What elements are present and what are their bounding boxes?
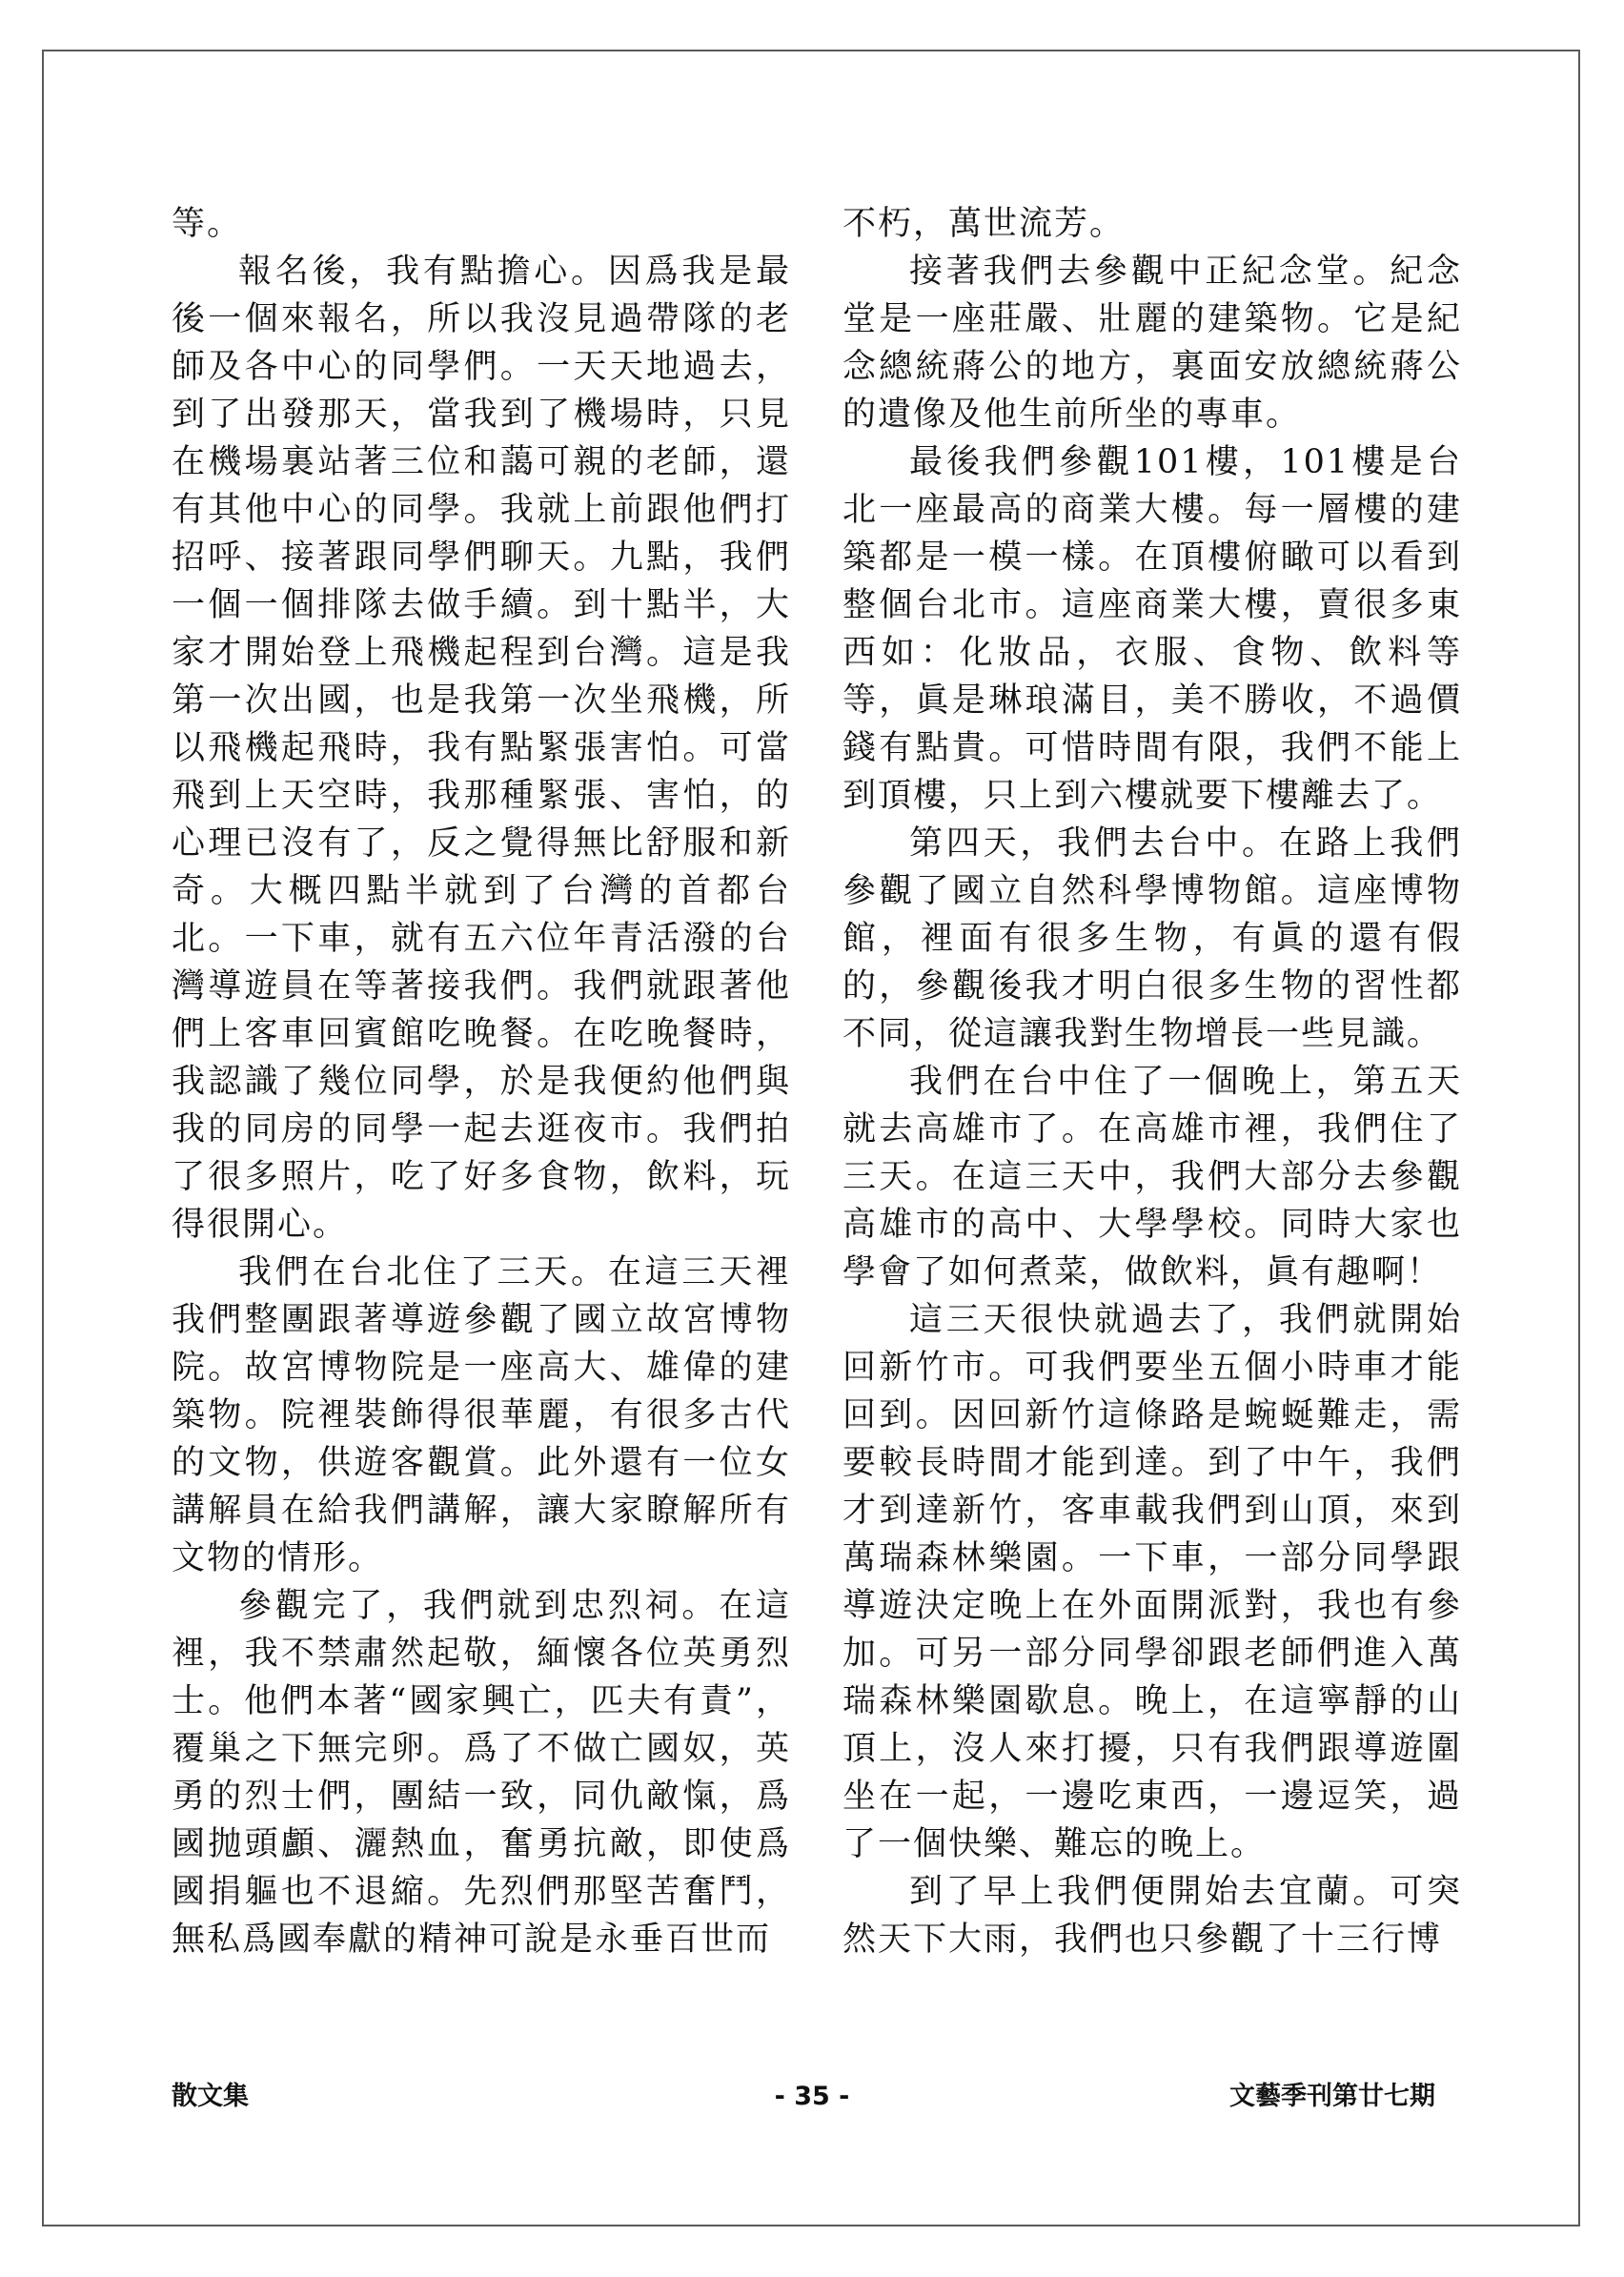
paragraph: 不朽，萬世流芳。 — [842, 205, 1126, 243]
paragraph: 最後我們參觀101樓，101樓是台北一座最高的商業大樓。每一層樓的建築都是一模一樣。在頂樓俯瞰可以看到整個台北市。這座商業大樓，賣很多東西如：化妝品，衣服、食物、飲料等等，眞是琳琅滿目，美不勝收，不過價錢有點貴。可惜時間有限，我們不能上到頂樓，只上到六樓就要下樓離去了。 — [842, 443, 1462, 815]
paragraph: 我們在台北住了三天。在這三天裡我們整團跟著導遊參觀了國立故宮博物院。故宮博物院是一座高大、雄偉的建築物。院裡裝飾得很華麗，有很多古代的文物，供遊客觀賞。此外還有一位女講解員在給我們講解，讓大家瞭解所有文物的情形。 — [172, 1253, 791, 1577]
paragraph: 參觀完了，我們就到忠烈祠。在這裡，我不禁肅然起敬，緬懷各位英勇烈士。他們本著“國家興亡，匹夫有責”，覆巢之下無完卵。爲了不做亡國奴，英勇的烈士們，團結一致，同仇敵愾，爲國抛頭顱、灑熱血，奮勇抗敵，即使爲國捐軀也不退縮。先烈們那堅苦奮鬥，無私爲國奉獻的精神可說是永垂百世而 — [172, 1587, 791, 1959]
paragraph: 報名後，我有點擔心。因爲我是最後一個來報名，所以我沒見過帶隊的老師及各中心的同學們。一天天地過去，到了出發那天，當我到了機場時，只見在機場裏站著三位和藹可親的老師，還有其他中心的同學。我就上前跟他們打招呼、接著跟同學們聊天。九點，我們一個一個排隊去做手續。到十點半，大家才開始登上飛機起程到台灣。這是我第一次出國，也是我第一次坐飛機，所以飛機起飛時，我有點緊張害怕。可當飛到上天空時，我那種緊張、害怕，的心理已沒有了，反之覺得無比舒服和新奇。大概四點半就到了台灣的首都台北。一下車，就有五六位年青活潑的台灣導遊員在等著接我們。我們就跟著他們上客車回賓館吃晚餐。在吃晚餐時，我認識了幾位同學，於是我便約他們與我的同房的同學一起去逛夜市。我們拍了很多照片，吃了好多食物，飲料，玩得很開心。 — [172, 253, 791, 1244]
footer-section-title: 散文集 — [172, 2082, 249, 2111]
right-column — [842, 200, 1462, 1963]
paragraph: 第四天，我們去台中。在路上我們參觀了國立自然科學博物館。這座博物館，裡面有很多生物，有眞的還有假的，參觀後我才明白很多生物的習性都不同，從這讓我對生物增長一些見識。 — [842, 824, 1462, 1053]
left-column — [172, 200, 791, 1963]
paragraph: 等。 — [172, 205, 243, 243]
paragraph: 接著我們去參觀中正紀念堂。紀念堂是一座莊嚴、壯麗的建築物。它是紀念總統蔣公的地方，裏面安放總統蔣公的遺像及他生前所坐的專車。 — [842, 253, 1462, 434]
footer-publication-title: 文藝季刊第廿七期 — [1229, 2082, 1435, 2111]
paragraph: 到了早上我們便開始去宜蘭。可突然天下大雨，我們也只參觀了十三行博 — [842, 1873, 1462, 1959]
paragraph: 我們在台中住了一個晚上，第五天就去高雄市了。在高雄市裡，我們住了三天。在這三天中，我們大部分去參觀高雄市的高中、大學學校。同時大家也學會了如何煮菜，做飲料，眞有趣啊！ — [842, 1063, 1462, 1291]
paragraph: 這三天很快就過去了，我們就開始回新竹市。可我們要坐五個小時車才能回到。因回新竹這條路是蜿蜒難走，需要較長時間才能到達。到了中午，我們才到達新竹，客車載我們到山頂，來到萬瑞森林樂園。一下車，一部分同學跟導遊決定晚上在外面開派對，我也有參加。可另一部分同學卻跟老師們進入萬瑞森林樂園歇息。晚上，在這寧靜的山頂上，沒人來打擾，只有我們跟導遊圍坐在一起，一邊吃東西，一邊逗笑，過了一個快樂、難忘的晚上。 — [842, 1301, 1462, 1863]
footer-page-number: - 35 - — [774, 2082, 850, 2111]
